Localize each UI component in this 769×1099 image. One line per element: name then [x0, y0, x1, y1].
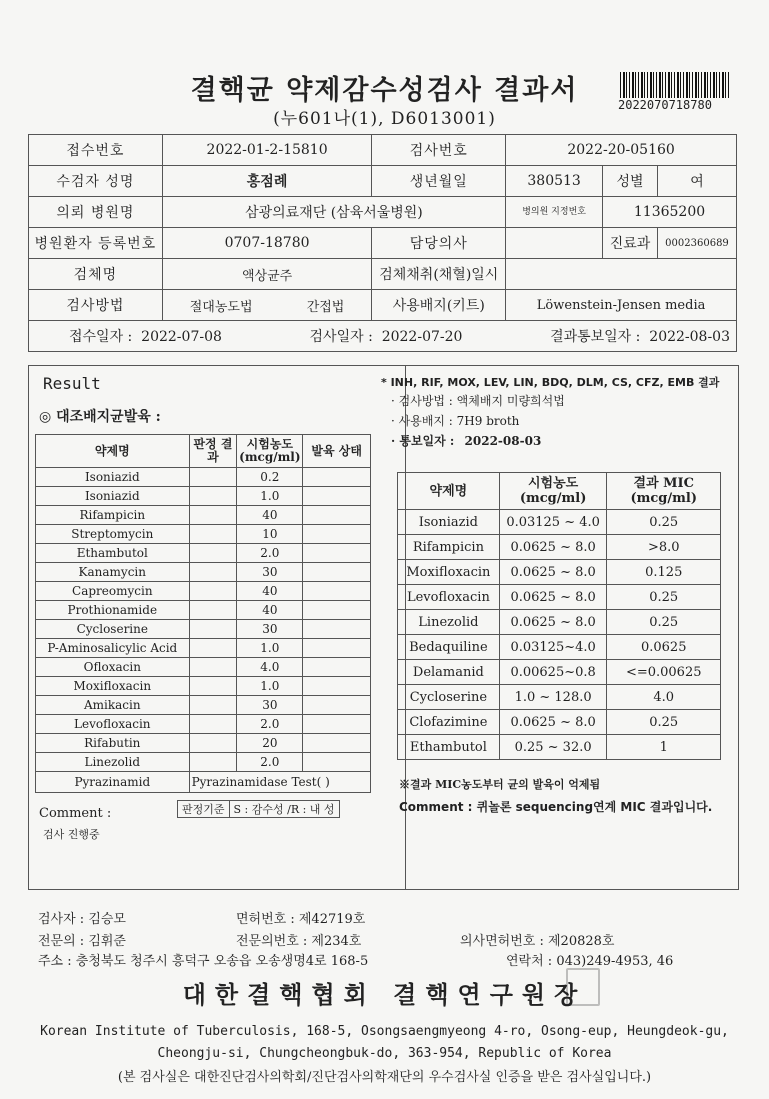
judgement [189, 734, 237, 753]
judgement [189, 715, 237, 734]
specimen-label: 검체명 [29, 259, 163, 290]
specialist: 전문의 : 김휘준 [38, 934, 126, 949]
sex: 여 [657, 166, 736, 197]
criteria-value: S : 감수성 /R : 내 성 [229, 801, 339, 818]
test-range: 0.03125 ~ 4.0 [499, 510, 607, 535]
table-row [36, 582, 371, 601]
method-absolute: 절대농도법 [189, 299, 253, 315]
hospital-label: 의뢰 병원명 [29, 197, 163, 228]
table-row [398, 510, 721, 535]
drug-name: Rifabutin [36, 734, 190, 753]
test-concentration: 2.0 [237, 753, 303, 772]
drug-name: Clofazimine [398, 710, 500, 735]
test-range: 0.0625 ~ 8.0 [499, 560, 607, 585]
left-comment-note: 검사 진행중 [43, 828, 100, 841]
designated-label: 병의원 지정번호 [506, 197, 603, 228]
table-row [36, 601, 371, 620]
judgement [189, 525, 237, 544]
specialist-no: 전문의번호 : 제234호 [236, 934, 362, 949]
drug-name: Linezolid [36, 753, 190, 772]
reception-no: 2022-01-2-15810 [162, 135, 372, 166]
judgement [189, 563, 237, 582]
specimen: 액상균주 [162, 259, 372, 290]
growth-status [303, 525, 371, 544]
test-concentration: 1.0 [237, 487, 303, 506]
judgement [189, 696, 237, 715]
barcode-number: 2022070718780 [618, 98, 712, 112]
media-label: 사용배지(키트) [372, 290, 506, 321]
result-label: Result [43, 374, 101, 393]
test-concentration: 4.0 [237, 658, 303, 677]
test-concentration: 40 [237, 601, 303, 620]
drug-name: Rifampicin [36, 506, 190, 525]
sex-label: 성별 [603, 166, 658, 197]
table-row [36, 544, 371, 563]
institute-name: 대한결핵협회 결핵연구원장 [182, 980, 587, 1009]
dept-code: 0002360689 [657, 228, 736, 259]
col-judgement: 판정 결과 [189, 435, 237, 468]
received-date: 2022-07-08 [141, 329, 222, 345]
drug-name: Prothionamide [36, 601, 190, 620]
certification-note: (본 검사실은 대한진단검사의학회/진단검사의학재단의 우수검사실 인증을 받은 검사실입니다.) [117, 1070, 652, 1085]
test-range: 0.0625 ~ 8.0 [499, 610, 607, 635]
judgement [189, 639, 237, 658]
drug-name: Isoniazid [398, 510, 500, 535]
table-row [36, 677, 371, 696]
growth-status [303, 696, 371, 715]
judgement [189, 677, 237, 696]
address: 주소 : 충청북도 청주시 흥덕구 오송읍 오송생명4로 168-5 [38, 954, 369, 969]
growth-status [303, 487, 371, 506]
drug-name: Isoniazid [36, 468, 190, 487]
control-growth-label: ◎ 대조배지균발육 : [39, 409, 161, 425]
method [162, 290, 372, 321]
table-row [398, 685, 721, 710]
english-address-1: Korean Institute of Tuberculosis, 168-5, Osongsaengmyeong 4-ro, Osong-eup, Heungdeok-gu, [40, 1024, 729, 1039]
table-row [398, 735, 721, 760]
table-row [36, 620, 371, 639]
mic-report-label: · 통보일자 : [391, 434, 455, 448]
mic-result: 4.0 [607, 685, 721, 710]
col-growth: 발육 상태 [303, 435, 371, 468]
test-no: 2022-20-05160 [506, 135, 737, 166]
reported-label: 결과통보일자 : [550, 329, 641, 345]
col-concentration: 시험농도 (mcg/ml) [237, 435, 303, 468]
mic-result: 0.25 [607, 585, 721, 610]
table-row [36, 715, 371, 734]
drug-name: Bedaquiline [398, 635, 500, 660]
mic-result: 0.0625 [607, 635, 721, 660]
mic-table [397, 472, 721, 760]
received-label: 접수일자 : [69, 329, 133, 345]
mic-result: 0.25 [607, 710, 721, 735]
drug-name: P-Aminosalicylic Acid [36, 639, 190, 658]
drug-name: Ethambutol [398, 735, 500, 760]
patient-name: 홍점례 [162, 166, 372, 197]
table-row [36, 753, 371, 772]
mic-method: · 검사방법 : 액체배지 미량희석법 [391, 394, 565, 408]
judgement [189, 468, 237, 487]
drug-name: Rifampicin [398, 535, 500, 560]
growth-status [303, 658, 371, 677]
doctor-name [506, 228, 603, 259]
drug-name: Capreomycin [36, 582, 190, 601]
birth-label: 생년월일 [372, 166, 506, 197]
test-concentration: 30 [237, 696, 303, 715]
drug-name: Kanamycin [36, 563, 190, 582]
drug-name: Cycloserine [398, 685, 500, 710]
pyrazinamid-label: Pyrazinamid [36, 772, 190, 793]
test-range: 0.0625 ~ 8.0 [499, 535, 607, 560]
mic-col-drug: 약제명 [398, 473, 500, 510]
reported-date: 2022-08-03 [649, 329, 730, 345]
drug-name: Linezolid [398, 610, 500, 635]
media: Löwenstein-Jensen media [506, 290, 737, 321]
contact: 연락처 : 043)249-4953, 46 [506, 954, 674, 969]
birth-date: 380513 [506, 166, 603, 197]
barcode [620, 72, 730, 98]
table-row [398, 560, 721, 585]
patient-info-table [28, 134, 737, 352]
patient-reg-label: 병원환자 등록번호 [29, 228, 163, 259]
table-row [398, 585, 721, 610]
growth-status [303, 639, 371, 658]
test-range: 0.00625~0.8 [499, 660, 607, 685]
growth-status [303, 677, 371, 696]
mic-report-date: 2022-08-03 [464, 434, 542, 448]
table-row [36, 506, 371, 525]
criteria-table [177, 800, 340, 818]
drug-name: Ofloxacin [36, 658, 190, 677]
table-row [36, 639, 371, 658]
patient-name-label: 수검자 성명 [29, 166, 163, 197]
mic-media: · 사용배지 : 7H9 broth [391, 414, 520, 428]
test-concentration: 20 [237, 734, 303, 753]
hospital-name: 삼광의료재단 (삼육서울병원) [162, 197, 505, 228]
test-concentration: 30 [237, 620, 303, 639]
dept-label: 진료과 [603, 228, 658, 259]
test-concentration: 0.2 [237, 468, 303, 487]
mic-result: 1 [607, 735, 721, 760]
test-no-label: 검사번호 [372, 135, 506, 166]
drug-name: Levofloxacin [398, 585, 500, 610]
mic-result: 0.125 [607, 560, 721, 585]
test-concentration: 1.0 [237, 639, 303, 658]
mic-comment: Comment : 퀴놀론 sequencing연계 MIC 결과입니다. [399, 800, 713, 814]
drug-name: Isoniazid [36, 487, 190, 506]
judgement [189, 658, 237, 677]
mic-drug-note: * INH, RIF, MOX, LEV, LIN, BDQ, DLM, CS, CFZ, EMB 결과 [381, 376, 720, 389]
judgement [189, 620, 237, 639]
mic-col-result: 결과 MIC (mcg/ml) [607, 473, 721, 510]
test-range: 0.0625 ~ 8.0 [499, 585, 607, 610]
doctor-label: 담당의사 [372, 228, 506, 259]
test-concentration: 1.0 [237, 677, 303, 696]
test-concentration: 40 [237, 506, 303, 525]
pyrazinamidase-test: Pyrazinamidase Test( ) [189, 772, 370, 793]
table-row [398, 635, 721, 660]
test-concentration: 10 [237, 525, 303, 544]
license-no: 면허번호 : 제42719호 [236, 912, 366, 927]
judgement [189, 544, 237, 563]
criteria-label: 판정기준 [178, 801, 230, 818]
col-drug: 약제명 [36, 435, 190, 468]
growth-status [303, 620, 371, 639]
mic-footnote: ※결과 MIC농도부터 균의 발육이 억제됨 [399, 778, 601, 791]
table-row [398, 710, 721, 735]
growth-status [303, 601, 371, 620]
document-subtitle: (누601나(1), D6013001) [273, 109, 496, 129]
judgement [189, 506, 237, 525]
table-row [36, 563, 371, 582]
judgement [189, 487, 237, 506]
growth-status [303, 506, 371, 525]
collection-label: 검체채취(채혈)일시 [372, 259, 506, 290]
growth-status [303, 753, 371, 772]
document-title: 결핵균 약제감수성검사 결과서 [190, 75, 579, 106]
patient-reg-no: 0707-18780 [162, 228, 372, 259]
growth-status [303, 544, 371, 563]
absolute-concentration-table [35, 434, 371, 793]
table-row [36, 734, 371, 753]
drug-name: Moxifloxacin [398, 560, 500, 585]
growth-status [303, 468, 371, 487]
tested-date: 2022-07-20 [381, 329, 463, 345]
mic-result: >8.0 [607, 535, 721, 560]
mic-result: 0.25 [607, 510, 721, 535]
test-concentration: 2.0 [237, 715, 303, 734]
test-concentration: 30 [237, 563, 303, 582]
table-row [36, 487, 371, 506]
reception-no-label: 접수번호 [29, 135, 163, 166]
judgement [189, 601, 237, 620]
drug-name: Ethambutol [36, 544, 190, 563]
english-address-2: Cheongju-si, Chungcheongbuk-do, 363-954, Republic of Korea [157, 1046, 612, 1061]
table-row [36, 468, 371, 487]
test-range: 1.0 ~ 128.0 [499, 685, 607, 710]
left-comment-label: Comment : [39, 806, 112, 821]
growth-status [303, 715, 371, 734]
table-row [36, 696, 371, 715]
test-concentration: 2.0 [237, 544, 303, 563]
tested-label: 검사일자 : [309, 329, 373, 345]
growth-status [303, 563, 371, 582]
table-row [398, 535, 721, 560]
drug-name: Streptomycin [36, 525, 190, 544]
judgement [189, 582, 237, 601]
examiner: 검사자 : 김승모 [38, 912, 126, 927]
doctor-license-no: 의사면허번호 : 제20828호 [460, 934, 615, 949]
drug-name: Delamanid [398, 660, 500, 685]
test-range: 0.25 ~ 32.0 [499, 735, 607, 760]
growth-status [303, 734, 371, 753]
table-row [398, 660, 721, 685]
mic-report [391, 432, 541, 449]
drug-name: Cycloserine [36, 620, 190, 639]
mic-col-range: 시험농도 (mcg/ml) [499, 473, 607, 510]
drug-name: Levofloxacin [36, 715, 190, 734]
drug-name: Moxifloxacin [36, 677, 190, 696]
collection-date [506, 259, 737, 290]
test-range: 0.0625 ~ 8.0 [499, 710, 607, 735]
growth-status [303, 582, 371, 601]
test-range: 0.03125~4.0 [499, 635, 607, 660]
designated-no: 11365200 [603, 197, 737, 228]
results-box [28, 365, 739, 890]
mic-result: <=0.00625 [607, 660, 721, 685]
method-indirect: 간접법 [306, 299, 345, 315]
mic-result: 0.25 [607, 610, 721, 635]
table-row [36, 658, 371, 677]
test-concentration: 40 [237, 582, 303, 601]
drug-name: Amikacin [36, 696, 190, 715]
judgement [189, 753, 237, 772]
table-row [36, 525, 371, 544]
method-label: 검사방법 [29, 290, 163, 321]
table-row [398, 610, 721, 635]
